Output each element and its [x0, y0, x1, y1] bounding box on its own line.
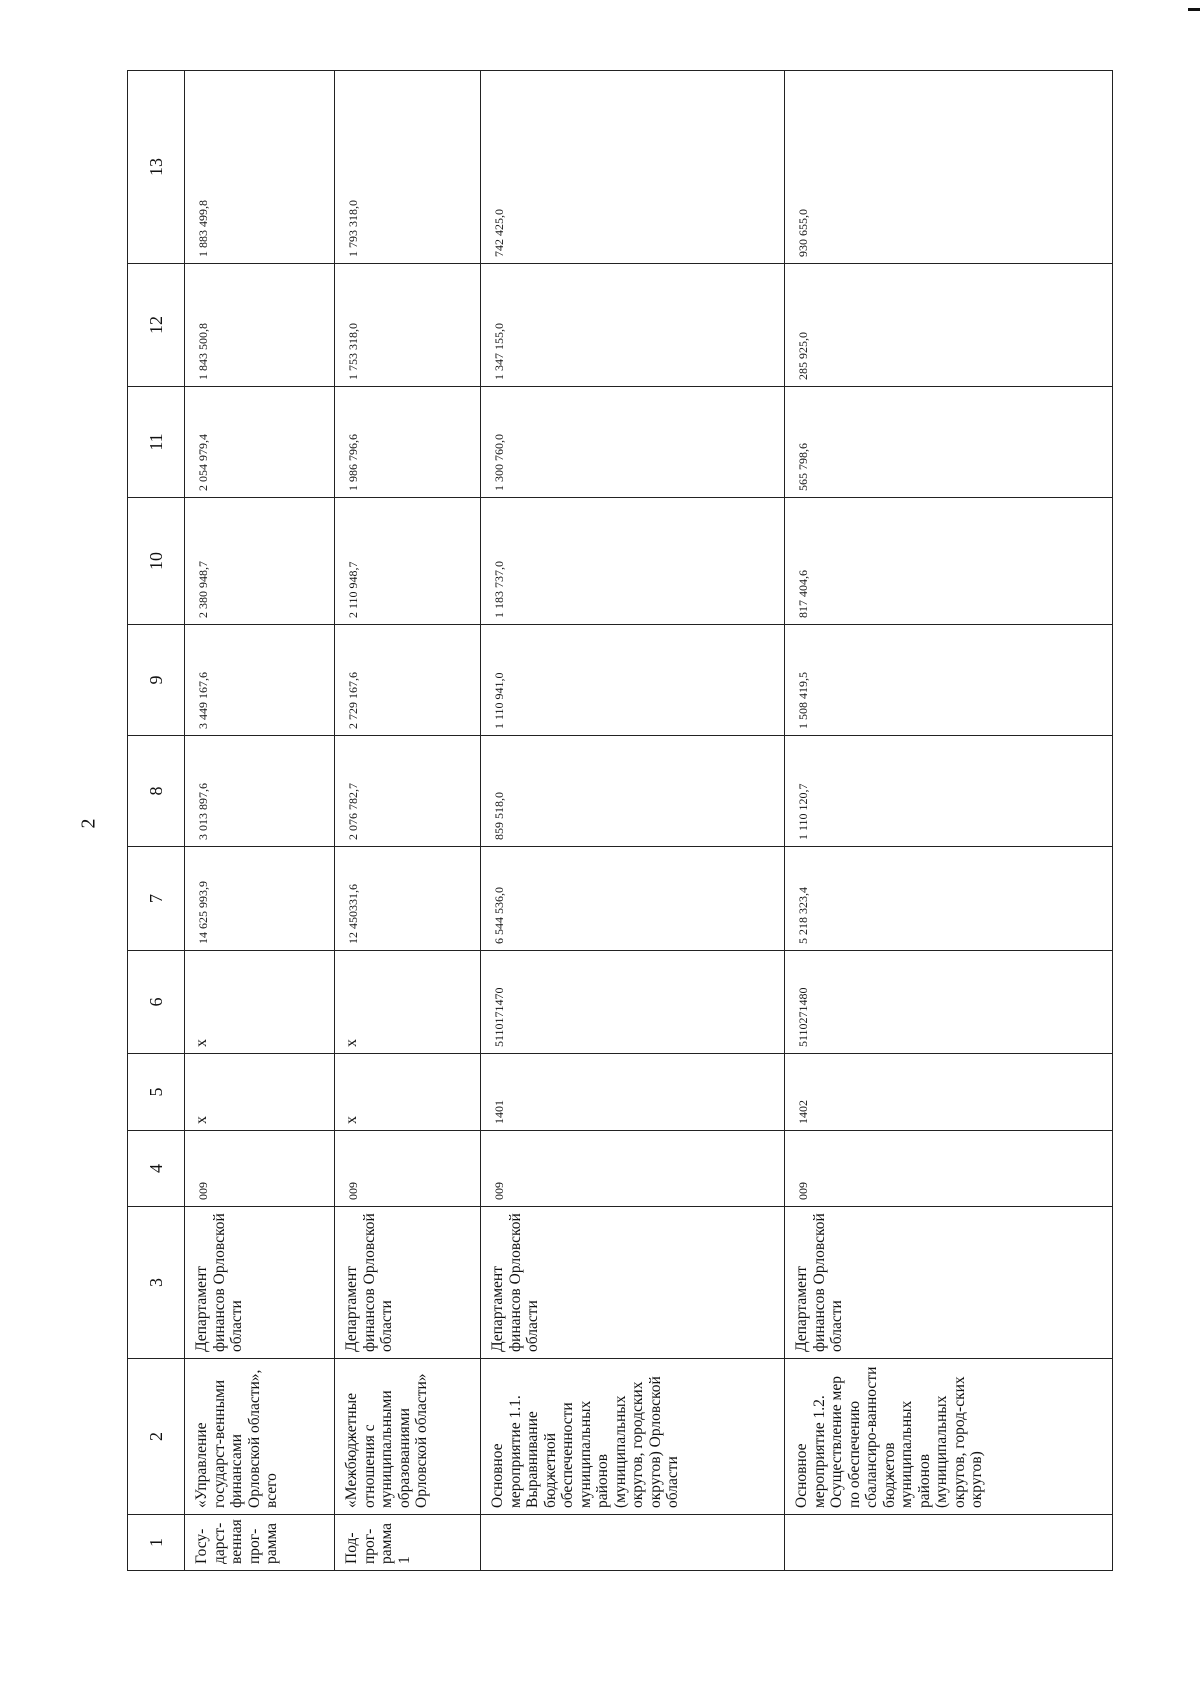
rotated-page-content: [127, 71, 1111, 1571]
grbs-code-cell: 009: [185, 1131, 335, 1207]
header-row: [128, 71, 185, 1571]
grbs-code-cell: 009: [481, 1131, 785, 1207]
target-code-cell: х: [335, 951, 481, 1054]
amount-cell: 1 508 419,5: [785, 625, 1113, 736]
grbs-code-cell: 009: [785, 1131, 1113, 1207]
amount-cell: 1 843 500,8: [185, 264, 335, 387]
row-type-cell: [785, 1515, 1113, 1571]
executor-cell: Департамент финансов Орловской области: [185, 1207, 335, 1359]
amount-cell: 14 625 993,9: [185, 847, 335, 951]
budget-table: [127, 70, 1113, 1571]
amount-cell: 1 986 796,6: [335, 387, 481, 498]
target-code-cell: 5110171470: [481, 951, 785, 1054]
col-header: 9: [128, 625, 185, 736]
amount-cell: 1 753 318,0: [335, 264, 481, 387]
col-header: 6: [128, 951, 185, 1054]
amount-cell: 2 729 167,6: [335, 625, 481, 736]
scan-edge-mark: [1188, 8, 1200, 11]
amount-cell: 2 076 782,7: [335, 736, 481, 847]
table-row: [785, 71, 1113, 1571]
table-row: [335, 71, 481, 1571]
program-name-cell: Основное мероприятие 1.1. Выравнивание бюджетной обеспеченности муниципальных районов (муниципальных округов, городских округов) Орловской области: [481, 1359, 785, 1515]
amount-cell: 12 450331,6: [335, 847, 481, 951]
row-type-cell: [481, 1515, 785, 1571]
table-row: [185, 71, 335, 1571]
amount-cell: 742 425,0: [481, 71, 785, 264]
program-name-cell: Основное мероприятие 1.2. Осуществление мер по обеспечению сбалансиро-ванности бюджетов муниципальных районов (муниципальных округов, город-ских округов): [785, 1359, 1113, 1515]
table-row: [481, 71, 785, 1571]
amount-cell: 1 110 120,7: [785, 736, 1113, 847]
amount-cell: 2 110 948,7: [335, 498, 481, 625]
program-name-cell: «Управление государст-венными финансами Орловской области», всего: [185, 1359, 335, 1515]
col-header: 12: [128, 264, 185, 387]
section-code-cell: х: [335, 1054, 481, 1131]
amount-cell: 1 110 941,0: [481, 625, 785, 736]
amount-cell: 5 218 323,4: [785, 847, 1113, 951]
grbs-code-cell: 009: [335, 1131, 481, 1207]
col-header: 11: [128, 387, 185, 498]
col-header: 1: [128, 1515, 185, 1571]
amount-cell: 285 925,0: [785, 264, 1113, 387]
col-header: 2: [128, 1359, 185, 1515]
amount-cell: 3 449 167,6: [185, 625, 335, 736]
amount-cell: 859 518,0: [481, 736, 785, 847]
page-number: 2: [77, 818, 100, 829]
target-code-cell: 5110271480: [785, 951, 1113, 1054]
amount-cell: 6 544 536,0: [481, 847, 785, 951]
executor-cell: Департамент финансов Орловской области: [785, 1207, 1113, 1359]
amount-cell: 565 798,6: [785, 387, 1113, 498]
executor-cell: Департамент финансов Орловской области: [335, 1207, 481, 1359]
amount-cell: 1 347 155,0: [481, 264, 785, 387]
amount-cell: 2 054 979,4: [185, 387, 335, 498]
amount-cell: 1 183 737,0: [481, 498, 785, 625]
section-code-cell: 1402: [785, 1054, 1113, 1131]
executor-cell: Департамент финансов Орловской области: [481, 1207, 785, 1359]
row-type-cell: Госу-дарст-венная прог-рамма: [185, 1515, 335, 1571]
amount-cell: 1 793 318,0: [335, 71, 481, 264]
col-header: 10: [128, 498, 185, 625]
amount-cell: 1 883 499,8: [185, 71, 335, 264]
amount-cell: 1 300 760,0: [481, 387, 785, 498]
col-header: 3: [128, 1207, 185, 1359]
section-code-cell: х: [185, 1054, 335, 1131]
section-code-cell: 1401: [481, 1054, 785, 1131]
col-header: 4: [128, 1131, 185, 1207]
program-name-cell: «Межбюджетные отношения с муниципальными образованиями Орловской области»: [335, 1359, 481, 1515]
amount-cell: 2 380 948,7: [185, 498, 335, 625]
col-header: 5: [128, 1054, 185, 1131]
col-header: 13: [128, 71, 185, 264]
amount-cell: 817 404,6: [785, 498, 1113, 625]
row-type-cell: Под-прог-рамма 1: [335, 1515, 481, 1571]
col-header: 7: [128, 847, 185, 951]
amount-cell: 3 013 897,6: [185, 736, 335, 847]
col-header: 8: [128, 736, 185, 847]
amount-cell: 930 655,0: [785, 71, 1113, 264]
target-code-cell: х: [185, 951, 335, 1054]
